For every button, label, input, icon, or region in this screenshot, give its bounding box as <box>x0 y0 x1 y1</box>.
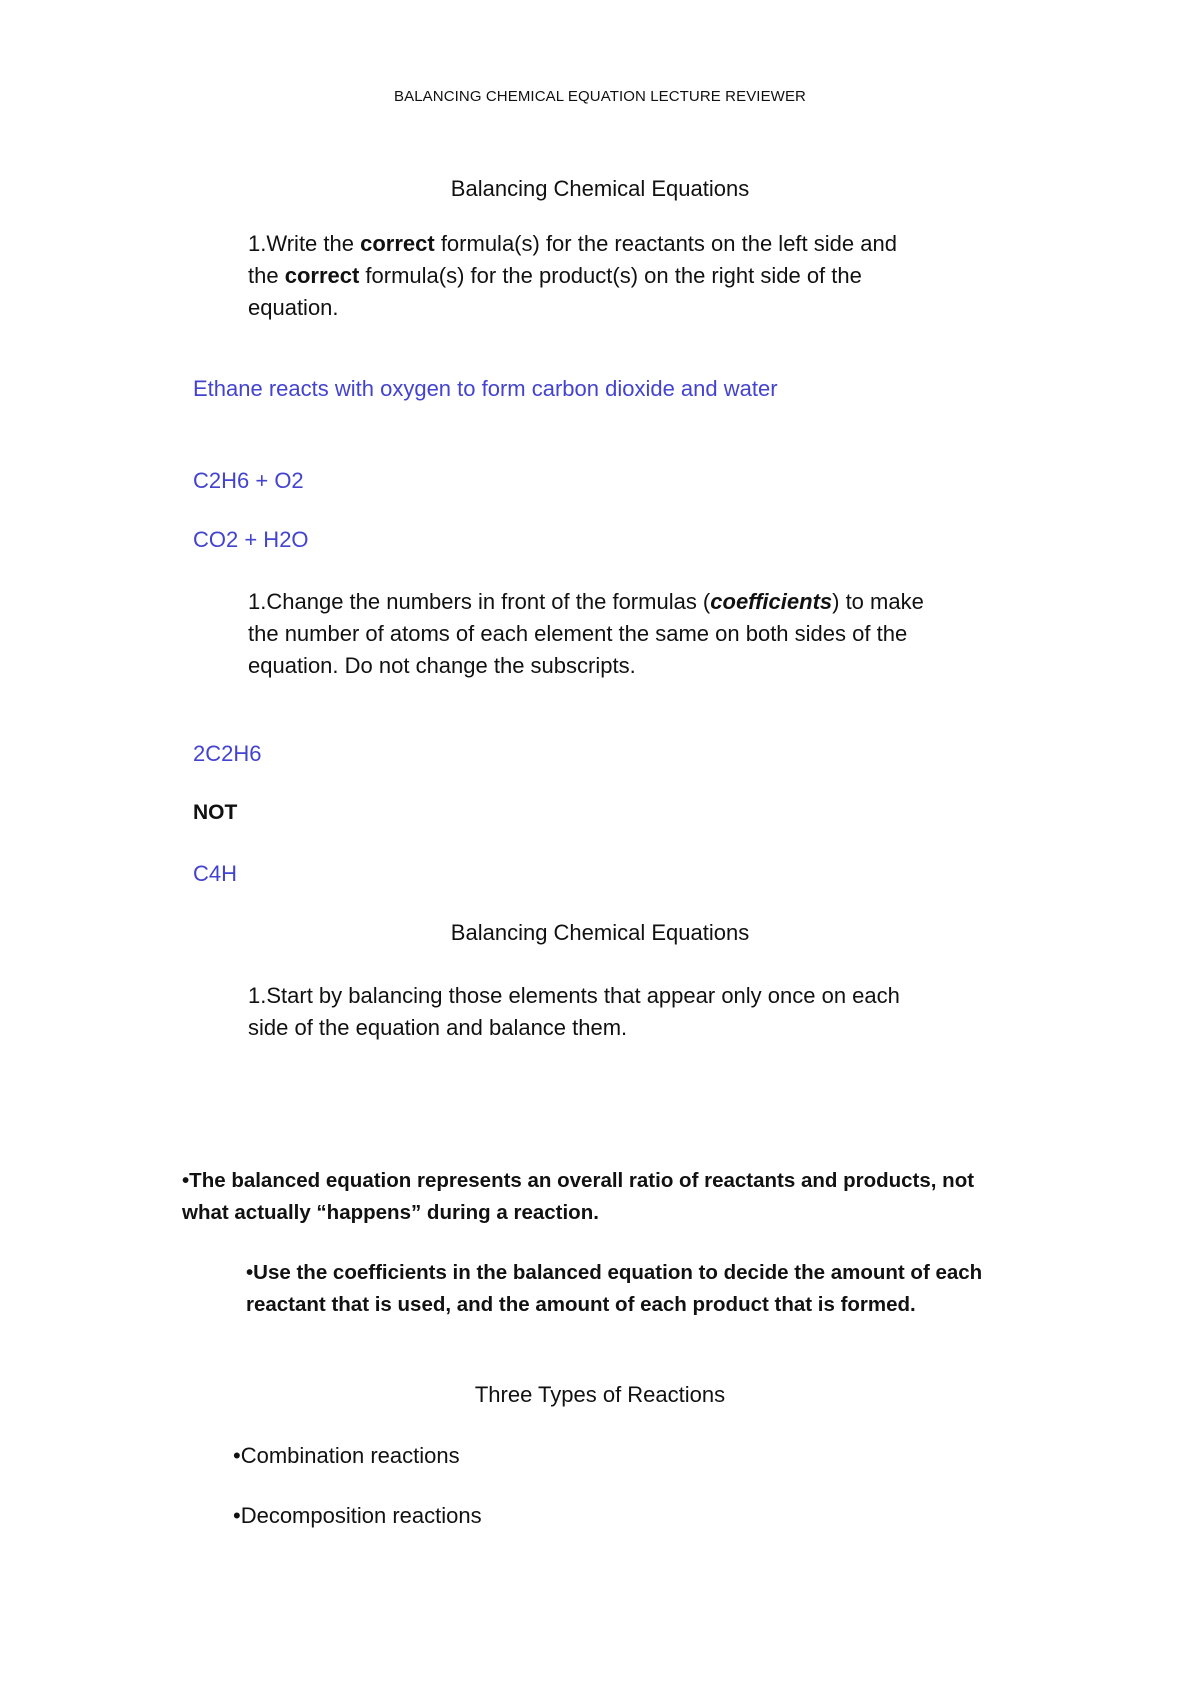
emphasis-correct: correct <box>360 231 435 256</box>
section-heading: Balancing Chemical Equations <box>450 176 750 201</box>
correct-example: 2C2H6 <box>193 741 262 766</box>
step-change-coefficients: 1.Change the numbers in front of the formulas (coefficients) to make the number of atoms of each element the same on both sides of the equation. Do not change the subscripts. <box>248 589 924 678</box>
example-description: Ethane reacts with oxygen to form carbon dioxide and water <box>193 376 778 401</box>
section-heading: Three Types of Reactions <box>474 1382 726 1407</box>
not-label: NOT <box>193 801 238 824</box>
emphasis-coefficients: coefficients <box>710 589 833 614</box>
section-heading: Balancing Chemical Equations <box>450 920 750 945</box>
page-header: BALANCING CHEMICAL EQUATION LECTURE REVIEWER <box>394 88 806 105</box>
products-formula: CO2 + H2O <box>193 527 309 552</box>
wrong-example: C4H <box>193 861 238 886</box>
emphasis-correct: correct <box>284 263 360 288</box>
list-item: •Decomposition reactions <box>233 1503 482 1528</box>
step-write-formulas: 1.Write the correct formula(s) for the reactants on the left side and the correct formula(s) for the product(s) on the right side of the equation. <box>248 231 897 320</box>
note-balanced-equation: •The balanced equation represents an overall ratio of reactants and products, not what actually “happens” during a reaction. <box>182 1169 975 1224</box>
list-item: •Combination reactions <box>233 1443 460 1468</box>
note-use-coefficients: •Use the coefficients in the balanced equation to decide the amount of each reactant that is used, and the amount of each product that is formed. <box>246 1261 983 1316</box>
step-balance-elements: 1.Start by balancing those elements that appear only once on each side of the equation and balance them. <box>248 983 900 1040</box>
reactants-formula: C2H6 + O2 <box>193 468 304 493</box>
